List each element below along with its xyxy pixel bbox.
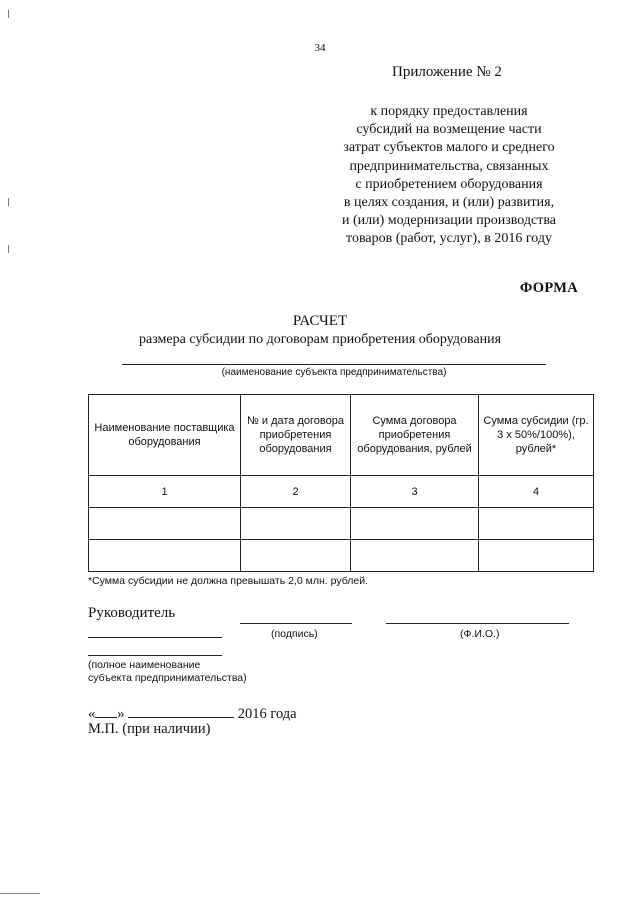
- column-header-supplier: Наименование поставщика оборудования: [89, 395, 241, 476]
- appendix-line: с приобретением оборудования: [355, 176, 543, 192]
- head-label: Руководитель: [88, 605, 176, 621]
- appendix-line: затрат субъектов малого и среднего: [343, 140, 555, 156]
- entity-full-name-line[interactable]: [88, 655, 222, 656]
- date-year: 2016 года: [237, 706, 297, 722]
- subsidy-calculation-table: [88, 394, 594, 572]
- column-header-contract: № и дата договора приобретения оборудования: [241, 395, 351, 476]
- column-number: 3: [351, 476, 479, 508]
- appendix-line: к порядку предоставления: [370, 104, 528, 119]
- appendix-line: и (или) модернизации производства: [341, 213, 556, 229]
- signature-line[interactable]: [240, 623, 352, 624]
- table-cell-empty[interactable]: [241, 508, 351, 540]
- full-name-line[interactable]: [386, 623, 569, 624]
- appendix-line: предпринимательства, связанных: [349, 158, 549, 174]
- appendix-line: субсидий на возмещение части: [356, 122, 542, 138]
- scan-corner-mark: [0, 893, 40, 894]
- column-number: 4: [479, 476, 594, 508]
- scan-margin-mark: [8, 198, 9, 206]
- day-blank[interactable]: [95, 705, 117, 718]
- table-cell-empty[interactable]: [479, 540, 594, 572]
- month-blank[interactable]: [128, 705, 234, 718]
- position-line[interactable]: [88, 637, 222, 638]
- signature-caption: (подпись): [271, 628, 318, 640]
- table-cell-empty[interactable]: [351, 508, 479, 540]
- appendix-line: товаров (работ, услуг), в 2016 году: [346, 231, 552, 247]
- table-cell-empty[interactable]: [89, 508, 241, 540]
- scan-margin-mark: [8, 245, 9, 253]
- table-column-numbers-row: [89, 476, 594, 508]
- column-header-contract-sum: Сумма договора приобретения оборудования, рублей: [351, 395, 479, 476]
- entity-caption-line: субъекта предпринимательства): [88, 672, 247, 684]
- footnote: *Сумма субсидии не должна превышать 2,0 млн. рублей.: [88, 575, 368, 587]
- table-header-row: [89, 395, 594, 476]
- calculation-title: РАСЧЕТ: [292, 313, 348, 329]
- column-number: 1: [89, 476, 241, 508]
- table-cell-empty[interactable]: [89, 540, 241, 572]
- table-cell-empty[interactable]: [241, 540, 351, 572]
- form-label: ФОРМА: [519, 280, 578, 296]
- stamp-label: М.П. (при наличии): [88, 721, 211, 737]
- appendix-description: [318, 103, 580, 249]
- scan-margin-mark: [8, 10, 9, 18]
- entity-full-name-caption: [88, 659, 247, 685]
- appendix-line: в целях создания, и (или) развития,: [343, 195, 555, 211]
- footnote-divider: [88, 571, 238, 572]
- table-row: [89, 508, 594, 540]
- full-name-caption: (Ф.И.О.): [460, 628, 500, 640]
- date-open-quote: «: [88, 706, 96, 722]
- page-number: 34: [314, 42, 326, 54]
- date-close-quote: »: [117, 706, 125, 722]
- entity-name-field[interactable]: [122, 364, 546, 365]
- table-cell-empty[interactable]: [479, 508, 594, 540]
- table-row: [89, 540, 594, 572]
- calculation-subtitle: размера субсидии по договорам приобретения оборудования: [138, 332, 502, 347]
- column-number: 2: [241, 476, 351, 508]
- entity-name-caption: (наименование субъекта предпринимательства): [221, 367, 447, 378]
- table-cell-empty[interactable]: [351, 540, 479, 572]
- entity-caption-line: (полное наименование: [88, 659, 201, 671]
- column-header-subsidy-sum: Сумма субсидии (гр. 3 х 50%/100%), рублей*: [479, 395, 594, 476]
- appendix-title: Приложение № 2: [392, 64, 502, 80]
